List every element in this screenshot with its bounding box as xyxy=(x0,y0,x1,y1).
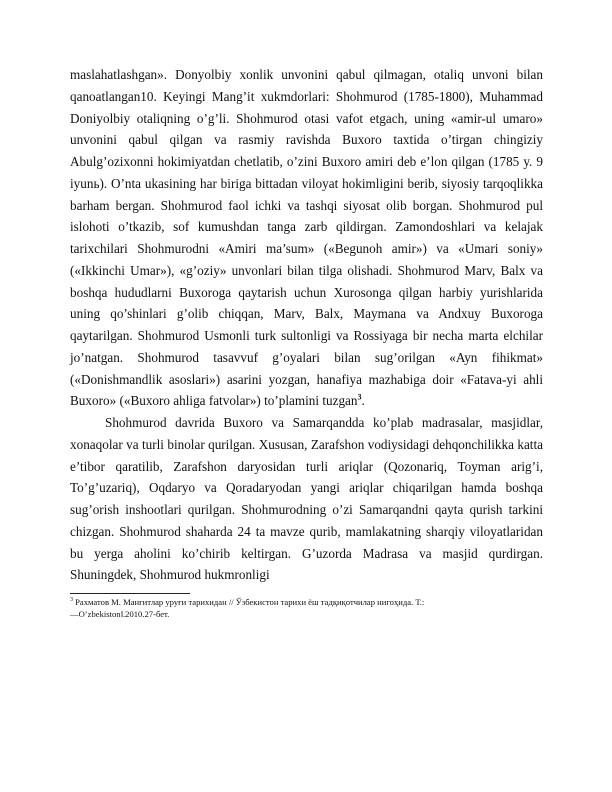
document-page xyxy=(70,64,543,620)
footnote-separator xyxy=(70,593,190,594)
body-paragraph-2: Shohmurod davrida Buxoro va Samarqandda ko’plab madrasalar, masjidlar, xonaqolar va turli binolar qurilgan. Xususan, Zarafshon vodiysidagi dehqonchilikka katta e’tibor qaratilib, Zarafshon daryosidan turli ariqlar (Qozonariq, Toyman arig’i, To’g’uzariq), Oqdaryo va Qoradaryodan yangi ariqlar chiqarilgan hamda boshqa sug’orish inshootlari qurilgan. Shohmurodning o’zi Samarqandni qayta qurish tarkini chizgan. Shohmurod shaharda 24 ta mavze qurib, mamlakatning sharqiy viloyatlaridan bu yerga aholini ko’chirib keltirgan. G’uzorda Madrasa va masjid qurdirgan. Shuningdek, Shohmurod hukmronligi xyxy=(70,415,543,583)
paragraph-1-text: maslahatlashgan». Donyolbiy xonlik unvonini qabul qilmagan, otaliq unvoni bilan qanoatlangan10. Keyingi Mang’it xukmdorlari: Shohmurod (1785-1800), Muhammad Doniyolbiy otaliqning o’g’li. Shohmurod otasi vafot etgach, uning «amir-ul umaro» unvonini qabul qilgan va rasmiy ravishda Buxoro taxtida o’tirgan chingiziy Abulg’ozixonni hokimiyatdan chetlatib, o’zini Buxoro amiri deb e’lon qilgan (1785 y. 9 iyunь). O’nta ukasining har biriga bittadan viloyat hokimligini berib, siyosiy tarqoqlikka barham bergan. Shohmurod faol ichki va tashqi siyosat olib borgan. Shohmurod pul islohoti o’tkazib, sof kumushdan tanga zarb qildirgan. Zamondoshlari va kelajak tarixchilari Shohmurodni «Amiri ma’sum» («Begunoh amir») va «Umari soniy» («Ikkinchi Umar»), «g’oziy» unvonlari bilan tilga olishadi. Shohmurod Marv, Balx va boshqa hududlarni Buxoroga qaytarish uchun Xurosonga qilgan harbiy yurishlarida uning qo’shinlari g’olib chiqqan, Marv, Balx, Maymana va Andxuy Buxoroga qaytarilgan. Shohmurod Usmonli turk sultonligi va Rossiyaga bir necha marta elchilar jo’natgan. Shohmurod tasavvuf g’oyalari bilan sug’orilgan «Ayn fihikmat» («Donishmandlik asoslari») asarini yozgan, hanafiya mazhabiga doir «Fatava-yi ahli Buxoro» («Buxoro ahliga fatvolar») to’plamini tuzgan xyxy=(70,67,543,409)
footnote-reference[interactable]: 3 xyxy=(357,392,362,402)
footnote-number: 3 xyxy=(70,597,73,604)
body-paragraph-1 xyxy=(70,64,543,412)
footnote-line-1: Рахматов М. Манғитлар уруғи тарихидан // Ўзбекистон тарихи ёш тадқиқотчилар нигоҳида. Т.: xyxy=(75,597,425,607)
footnote-line-2: ―O’zbekiston‖.2010.27-бет. xyxy=(70,609,170,619)
paragraph-1-end: . xyxy=(361,393,365,409)
footnote xyxy=(70,596,543,620)
